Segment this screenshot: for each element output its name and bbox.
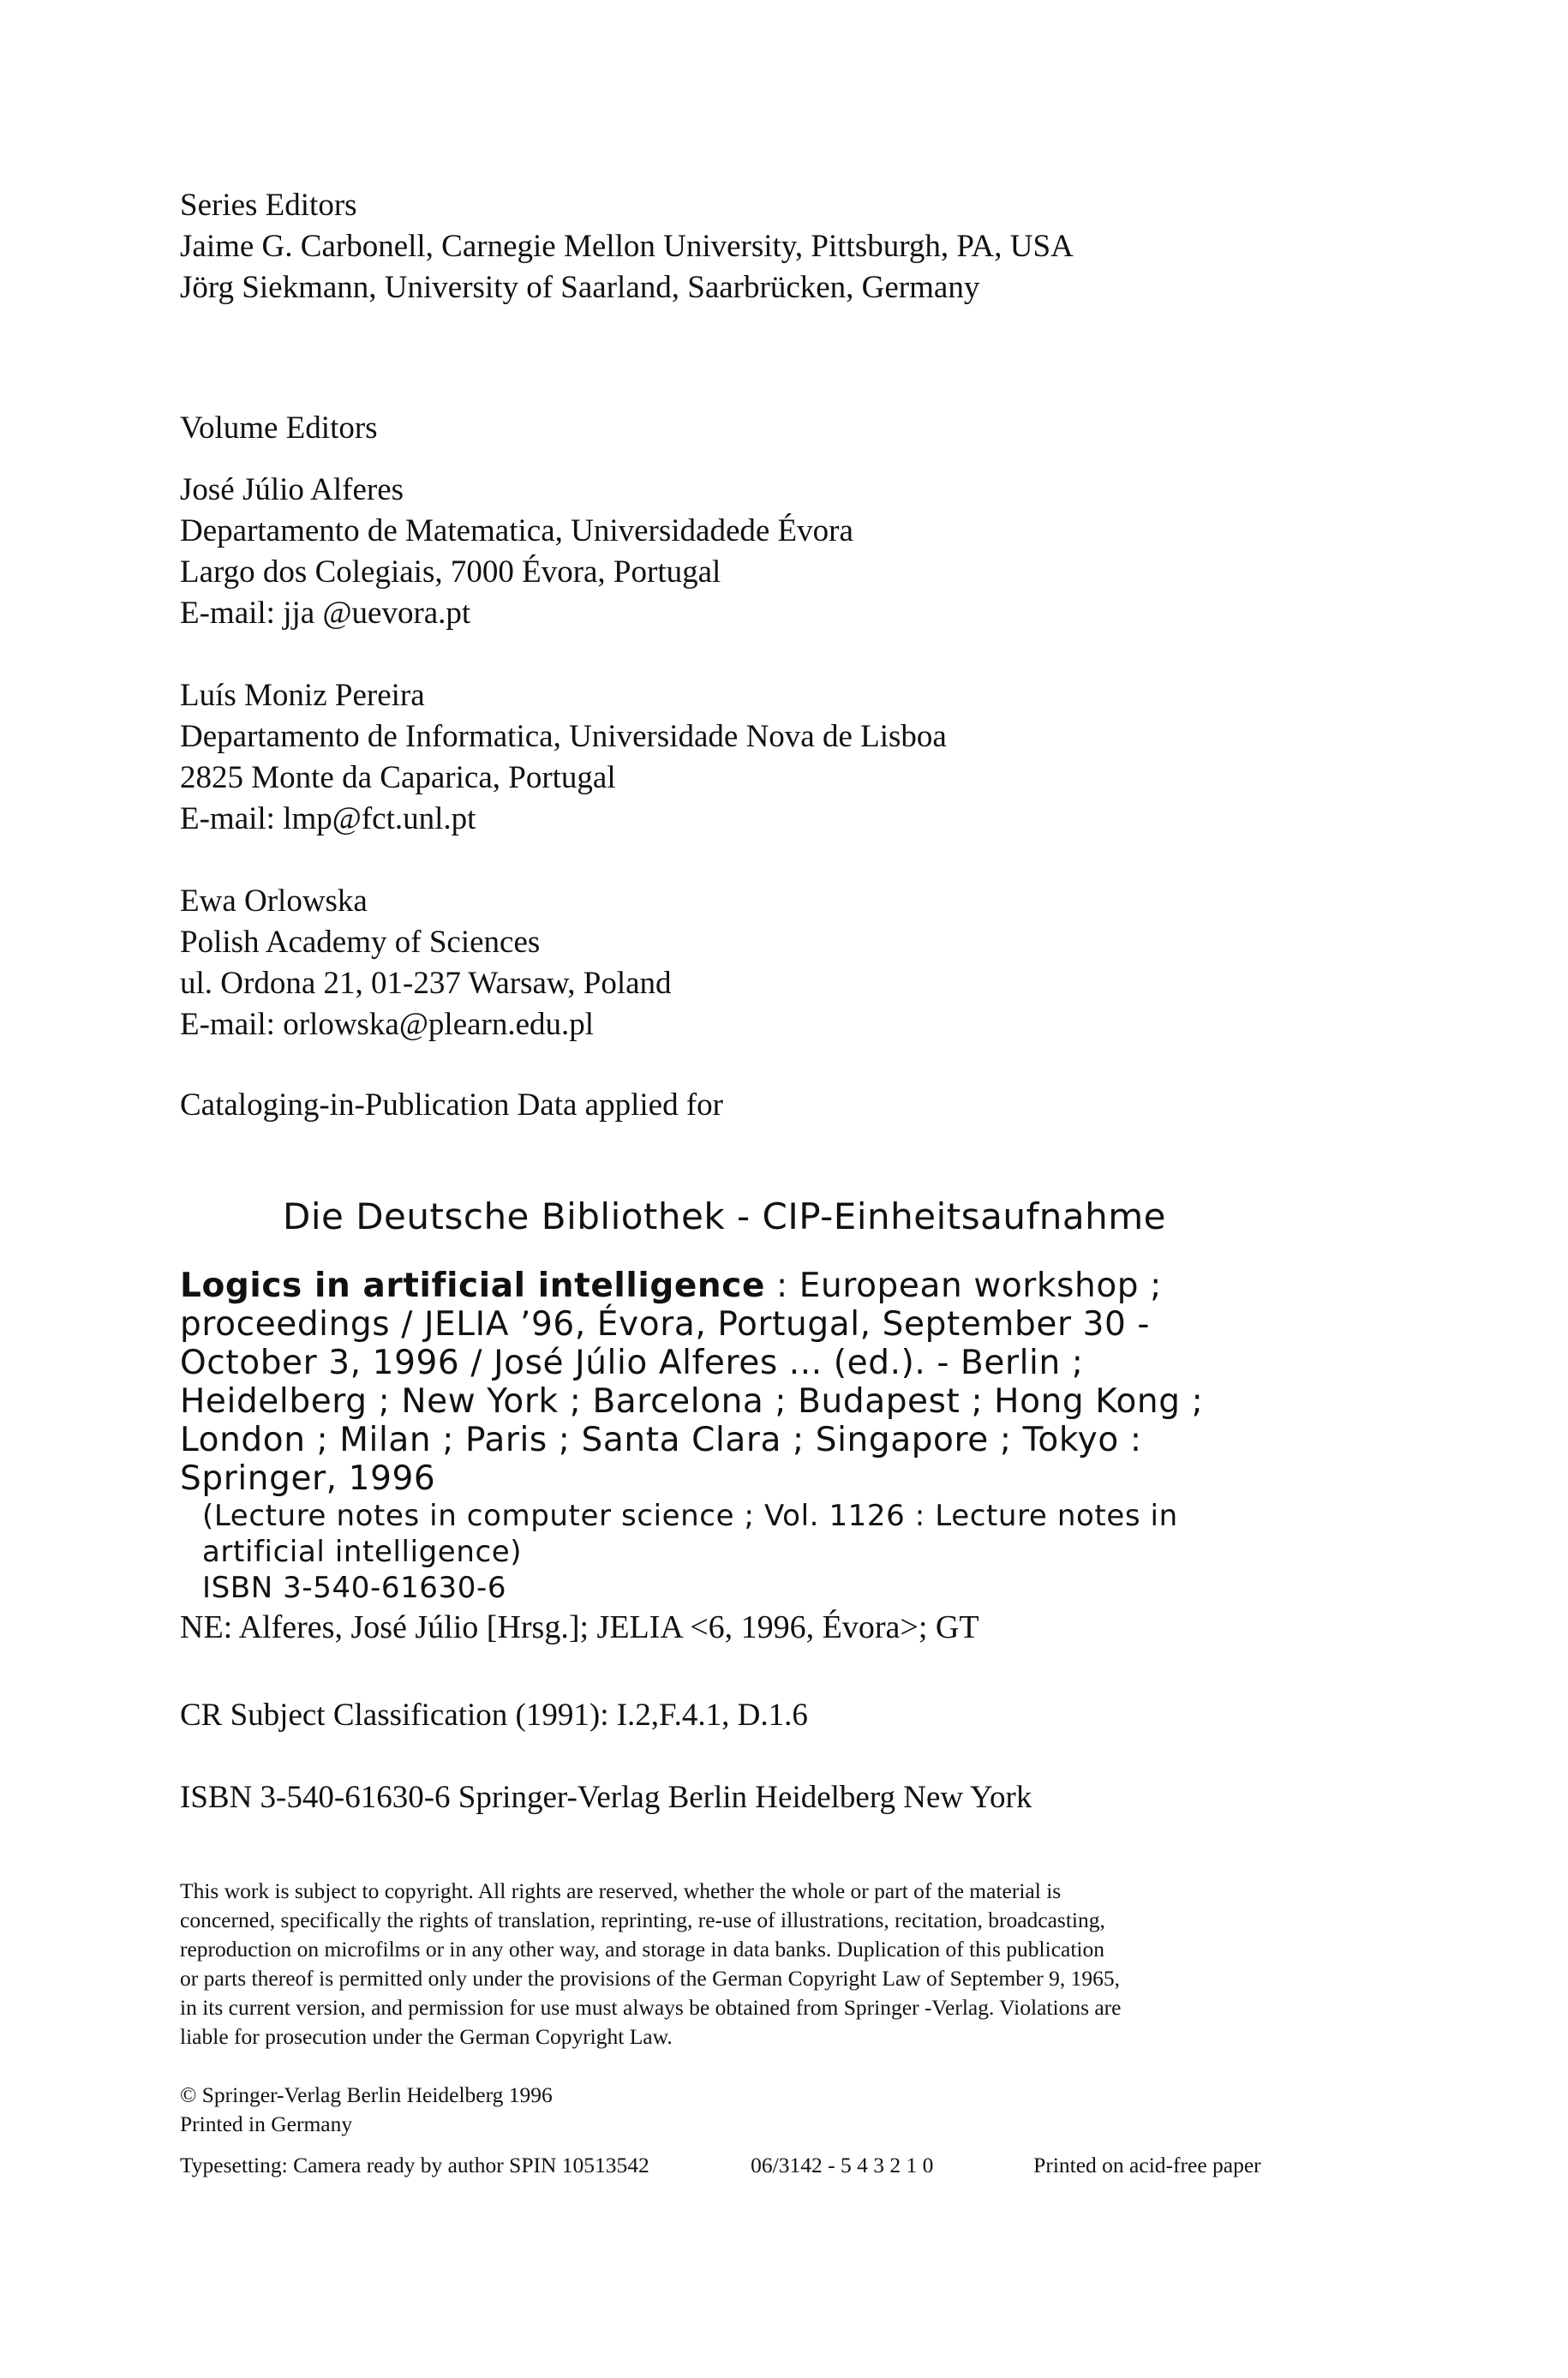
cip-line: Springer, 1996 [180,1459,436,1498]
cip-series-line: artificial intelligence) [202,1535,523,1569]
cip-line: proceedings / JELIA ’96, Évora, Portugal, September 30 - [180,1305,1151,1344]
spin-number: SPIN 10513542 [509,2153,649,2177]
copyright-holder [180,2081,553,2139]
editor-department: Departamento de Matematica, Universidadede Évora [180,513,853,548]
editor-email: E-mail: lmp@fct.unl.pt [180,801,476,836]
editor-address: ul. Ordona 21, 01-237 Warsaw, Poland [180,966,672,1001]
copyright-notice-line: in its current version, and permission for use must always be obtained from Springer -Verlag. Violations are [180,1995,1122,2020]
cip-entry [180,1267,1203,1498]
editor-name: Luís Moniz Pereira [180,678,425,713]
series-editor-line: Jörg Siekmann, University of Saarland, Saarbrücken, Germany [180,270,980,305]
copyright-notice-line: or parts thereof is permitted only under the provisions of the German Copyright Law of September 9, 1965, [180,1966,1120,1991]
isbn-block [180,1777,1032,1818]
isbn-line: ISBN 3-540-61630-6 Springer-Verlag Berlin Heidelberg New York [180,1780,1032,1815]
volume-editor-entry [180,470,853,634]
cip-heading: Die Deutsche Bibliothek - CIP-Einheitsaufnahme [283,1195,1166,1237]
editor-department: Departamento de Informatica, Universidade Nova de Lisboa [180,719,947,754]
typesetting: Typesetting: Camera ready by author [180,2153,504,2177]
cr-classification-block [180,1695,808,1736]
editor-email: E-mail: orlowska@plearn.edu.pl [180,1007,595,1042]
cr-classification: CR Subject Classification (1991): I.2,F.4.1, D.1.6 [180,1698,808,1733]
cip-heading-block [283,1195,1166,1239]
cip-line: London ; Milan ; Paris ; Santa Clara ; Singapore ; Tokyo : [180,1421,1142,1459]
cip-isbn: ISBN 3-540-61630-6 [202,1571,507,1605]
copyright-line: © Springer-Verlag Berlin Heidelberg 1996 [180,2082,553,2107]
paper-note: Printed on acid-free paper [1033,2153,1261,2177]
editor-address: Largo dos Colegiais, 7000 Évora, Portugal [180,554,721,590]
series-editor-line: Jaime G. Carbonell, Carnegie Mellon University, Pittsburgh, PA, USA [180,229,1074,264]
cataloging-note-block [180,1085,723,1126]
volume-editor-entry [180,881,672,1045]
cip-line: October 3, 1996 / José Júlio Alferes ... (ed.). - Berlin ; [180,1344,1084,1382]
cip-line: Heidelberg ; New York ; Barcelona ; Budapest ; Hong Kong ; [180,1382,1204,1421]
cip-title-rest: : European workshop ; [765,1267,1162,1305]
copyright-notice-line: This work is subject to copyright. All rights are reserved, whether the whole or part of the material is [180,1878,1062,1903]
editor-name: José Júlio Alferes [180,472,404,507]
editor-email: E-mail: jja @uevora.pt [180,596,471,631]
printed-in: Printed in Germany [180,2111,353,2136]
cip-series [202,1498,1178,1606]
series-editors [180,185,1074,308]
copyright-notice-line: liable for prosecution under the German Copyright Law. [180,2024,673,2049]
volume-editor-entry [180,675,947,840]
spin-line [509,2151,1261,2180]
editor-name: Ewa Orlowska [180,884,368,919]
volume-editors-heading-block [180,408,378,449]
print-code: 06/3142 - 5 4 3 2 1 0 [751,2153,934,2177]
cip-ne-line: NE: Alferes, José Júlio [Hrsg.]; JELIA <6, 1996, Évora>; GT [180,1609,979,1645]
cip-series-line: (Lecture notes in computer science ; Vol. 1126 : Lecture notes in [202,1499,1178,1533]
editor-address: 2825 Monte da Caparica, Portugal [180,760,616,795]
series-editors-heading: Series Editors [180,188,357,223]
cip-ne-block [180,1608,979,1647]
cataloging-note: Cataloging-in-Publication Data applied for [180,1087,723,1123]
copyright-notice-line: reproduction on microfilms or in any other way, and storage in data banks. Duplication of this publication [180,1937,1105,1962]
editor-department: Polish Academy of Sciences [180,925,541,960]
volume-editors-heading: Volume Editors [180,410,378,446]
cip-title-line [180,1267,1203,1305]
copyright-notice [180,1877,1122,2052]
production-info [180,2151,1261,2180]
cip-title: Logics in artificial intelligence [180,1267,766,1305]
copyright-notice-line: concerned, specifically the rights of translation, reprinting, re-use of illustrations, recitation, broadcasting, [180,1908,1105,1932]
